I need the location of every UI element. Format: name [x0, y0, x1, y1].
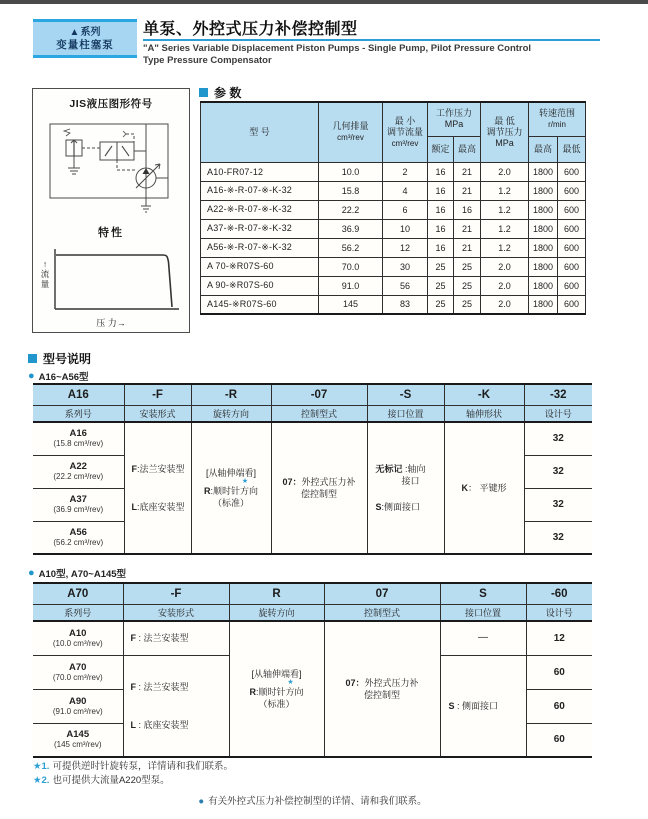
- label-row: [33, 604, 592, 621]
- model-code-section-heading: [28, 350, 91, 367]
- minflow-cell: 30: [383, 257, 428, 276]
- col-max: 最高: [454, 136, 481, 162]
- model-cell: A37-※-R-07-※-K-32: [201, 219, 319, 238]
- design-cell: 12: [526, 621, 592, 655]
- series-cell: A145 (145 cm³/rev): [33, 723, 123, 757]
- model-cell: A10-FR07-12: [201, 162, 319, 181]
- nmax-cell: 1800: [529, 219, 558, 238]
- params-header-row1: [201, 102, 586, 136]
- star-icon: ★: [287, 679, 294, 686]
- max-cell: 16: [454, 200, 481, 219]
- minp-cell: 1.2: [481, 200, 529, 219]
- table-row: [201, 162, 586, 181]
- model-cell: A16-※-R-07-※-K-32: [201, 181, 319, 200]
- label-rotation: 旋转方向: [229, 604, 324, 621]
- series-cell: A10 (10.0 cm³/rev): [33, 621, 123, 655]
- rotation-cell: [从轴伸端看] ★ R:顺时针方向 （标准）: [229, 621, 324, 757]
- series-cell: A70 (70.0 cm³/rev): [33, 655, 123, 689]
- col-speed-min: 最低: [558, 136, 586, 162]
- rated-cell: 16: [428, 219, 454, 238]
- design-cell: 32: [524, 422, 592, 455]
- rated-cell: 25: [428, 276, 454, 295]
- model-table-a16-a56: [33, 383, 592, 555]
- minp-cell: 2.0: [481, 257, 529, 276]
- table-row: [33, 621, 592, 655]
- series-cell: A37 (36.9 cm³/rev): [33, 488, 124, 521]
- nmin-cell: 600: [558, 219, 586, 238]
- minp-cell: 1.2: [481, 181, 529, 200]
- label-design: 设计号: [526, 604, 592, 621]
- table-row: [201, 257, 586, 276]
- page-subtitle: [143, 43, 531, 66]
- mounting-cell: F:法兰安装型 L:底座安装型: [124, 422, 191, 554]
- max-cell: 25: [454, 295, 481, 314]
- characteristic-curve: [39, 243, 183, 329]
- code-rotation: R: [229, 583, 324, 604]
- jis-panel-title: JIS液压图形符号: [69, 98, 153, 110]
- minp-cell: 2.0: [481, 295, 529, 314]
- design-cell: 32: [524, 455, 592, 488]
- table-row: [201, 295, 586, 314]
- minflow-cell: 10: [383, 219, 428, 238]
- mounting-cell: F : 法兰安装型 L : 底座安装型: [123, 655, 229, 757]
- max-cell: 21: [454, 238, 481, 257]
- page-top-edge: [0, 0, 648, 4]
- code-control: 07: [324, 583, 440, 604]
- rated-cell: 25: [428, 295, 454, 314]
- col-model: 型 号: [201, 102, 319, 162]
- rated-cell: 25: [428, 257, 454, 276]
- nmax-cell: 1800: [529, 257, 558, 276]
- code-mounting: -F: [123, 583, 229, 604]
- code-row: [33, 583, 592, 604]
- nmin-cell: 600: [558, 295, 586, 314]
- series-cell: A22 (22.2 cm³/rev): [33, 455, 124, 488]
- table-row: [33, 422, 592, 455]
- characteristic-heading: 特性: [98, 227, 124, 239]
- max-cell: 25: [454, 257, 481, 276]
- code-mounting: -F: [124, 384, 191, 405]
- footnote-2: ★2. 也可提供大流量A220型泵。: [33, 775, 170, 786]
- col-min-flow: 最 小 调节流量 cm³/rev: [383, 102, 428, 162]
- nmax-cell: 1800: [529, 276, 558, 295]
- nmax-cell: 1800: [529, 181, 558, 200]
- code-port: -S: [367, 384, 444, 405]
- control-cell: 07：外控式压力补 偿控制型: [324, 621, 440, 757]
- mounting-cell-a10: F : 法兰安装型: [123, 621, 229, 655]
- rated-cell: 16: [428, 200, 454, 219]
- max-cell: 21: [454, 181, 481, 200]
- model-table-a10-a70-a145: [33, 582, 592, 758]
- minp-cell: 1.2: [481, 219, 529, 238]
- section-square-icon: [199, 88, 208, 97]
- footnote-1: ★1. 可提供逆时针旋转泵，详情请和我们联系。: [33, 761, 233, 772]
- series-cell: A16 (15.8 cm³/rev): [33, 422, 124, 455]
- code-row: [33, 384, 592, 405]
- col-min-adj-pressure: 最 低 调节压力 MPa: [481, 102, 529, 162]
- minflow-cell: 83: [383, 295, 428, 314]
- max-cell: 21: [454, 162, 481, 181]
- bullet-icon: ●: [198, 796, 205, 807]
- table-row: [201, 219, 586, 238]
- port-cell: S : 侧面接口: [440, 655, 526, 757]
- minflow-cell: 2: [383, 162, 428, 181]
- label-series: 系列号: [33, 405, 124, 422]
- star-icon: ★2.: [33, 775, 50, 786]
- code-series: A16: [33, 384, 124, 405]
- design-cell: 60: [526, 655, 592, 689]
- model-cell: A 90-※R07S-60: [201, 276, 319, 295]
- label-mounting: 安装形式: [124, 405, 191, 422]
- code-design: -32: [524, 384, 592, 405]
- curve-plot: [39, 243, 185, 315]
- nmin-cell: 600: [558, 257, 586, 276]
- design-cell: 60: [526, 723, 592, 757]
- max-cell: 25: [454, 276, 481, 295]
- disp-cell: 15.8: [319, 181, 383, 200]
- disp-cell: 22.2: [319, 200, 383, 219]
- control-cell: 07：外控式压力补 偿控制型: [271, 422, 367, 554]
- curve-x-axis-label: 压 力→: [96, 318, 126, 328]
- label-rotation: 旋转方向: [191, 405, 271, 422]
- brand-series-label: ▲系列: [69, 26, 101, 38]
- minflow-cell: 56: [383, 276, 428, 295]
- table-row: [201, 181, 586, 200]
- nmax-cell: 1800: [529, 295, 558, 314]
- code-rotation: -R: [191, 384, 271, 405]
- nmin-cell: 600: [558, 238, 586, 257]
- minflow-cell: 6: [383, 200, 428, 219]
- label-port: 接口位置: [440, 604, 526, 621]
- table1-bullet-label: ● A16~A56型: [28, 370, 89, 383]
- star-icon: ★1.: [33, 761, 50, 772]
- brand-product-label: 变量柱塞泵: [56, 38, 114, 51]
- table-row: [201, 238, 586, 257]
- title-underline: [143, 39, 600, 41]
- footnotes: [33, 760, 233, 788]
- label-design: 设计号: [524, 405, 592, 422]
- nmin-cell: 600: [558, 162, 586, 181]
- label-series: 系列号: [33, 604, 123, 621]
- hydraulic-circuit-diagram: [40, 116, 182, 214]
- brand-triangle-icon: ▲: [69, 26, 80, 38]
- star-icon: ★: [241, 478, 249, 485]
- label-control: 控制型式: [324, 604, 440, 621]
- code-shaft: -K: [444, 384, 524, 405]
- design-cell: 60: [526, 689, 592, 723]
- subtitle-line2: Type Pressure Compensator: [143, 54, 272, 66]
- code-series: A70: [33, 583, 123, 604]
- nmin-cell: 600: [558, 200, 586, 219]
- nmin-cell: 600: [558, 276, 586, 295]
- series-cell: A56 (56.2 cm³/rev): [33, 521, 124, 554]
- nmax-cell: 1800: [529, 200, 558, 219]
- jis-symbol-panel: [32, 88, 190, 333]
- col-rated: 额定: [428, 136, 454, 162]
- series-cell: A90 (91.0 cm³/rev): [33, 689, 123, 723]
- rated-cell: 16: [428, 162, 454, 181]
- port-cell-a10: —: [440, 621, 526, 655]
- col-speed-max: 最高: [529, 136, 558, 162]
- col-speed-range: 转速范围 r/min: [529, 102, 586, 136]
- max-cell: 21: [454, 219, 481, 238]
- subtitle-line1: "A" Series Variable Displacement Piston Pumps - Single Pump, Pilot Pressure Control: [143, 43, 532, 54]
- design-cell: 32: [524, 521, 592, 554]
- label-shaft: 轴伸形状: [444, 405, 524, 422]
- shaft-cell: K： 平键形: [444, 422, 524, 554]
- code-port: S: [440, 583, 526, 604]
- minp-cell: 2.0: [481, 162, 529, 181]
- final-note: ● 有关外控式压力补偿控制型的详情、请和我们联系。: [198, 796, 427, 807]
- page-title: 单泵、外控式压力补偿控制型: [143, 21, 358, 38]
- port-cell: 无标记 :轴向 接口 S:侧面接口: [367, 422, 444, 554]
- parameters-table: [200, 101, 586, 315]
- disp-cell: 56.2: [319, 238, 383, 257]
- minp-cell: 1.2: [481, 238, 529, 257]
- label-row: [33, 405, 592, 422]
- table2-bullet-label: ● A10型, A70~A145型: [28, 567, 127, 580]
- params-section-heading: [199, 84, 241, 101]
- nmin-cell: 600: [558, 181, 586, 200]
- label-port: 接口位置: [367, 405, 444, 422]
- nmax-cell: 1800: [529, 238, 558, 257]
- disp-cell: 91.0: [319, 276, 383, 295]
- col-displacement: 几何排量 cm³/rev: [319, 102, 383, 162]
- minflow-cell: 12: [383, 238, 428, 257]
- model-cell: A 70-※R07S-60: [201, 257, 319, 276]
- disp-cell: 70.0: [319, 257, 383, 276]
- params-heading-label: 参 数: [214, 86, 242, 100]
- table-row: [201, 200, 586, 219]
- bullet-icon: ●: [28, 567, 35, 579]
- rated-cell: 16: [428, 181, 454, 200]
- model-heading-label: 型号说明: [43, 352, 92, 366]
- table-row: [201, 276, 586, 295]
- disp-cell: 10.0: [319, 162, 383, 181]
- minflow-cell: 4: [383, 181, 428, 200]
- design-cell: 32: [524, 488, 592, 521]
- brand-badge: [33, 19, 137, 58]
- disp-cell: 145: [319, 295, 383, 314]
- rotation-cell: [从轴伸端看] ★ R:顺时针方向 （标准）: [191, 422, 271, 554]
- disp-cell: 36.9: [319, 219, 383, 238]
- minp-cell: 2.0: [481, 276, 529, 295]
- label-mounting: 安装形式: [123, 604, 229, 621]
- code-design: -60: [526, 583, 592, 604]
- nmax-cell: 1800: [529, 162, 558, 181]
- model-cell: A22-※-R-07-※-K-32: [201, 200, 319, 219]
- col-working-pressure: 工作压力 MPa: [428, 102, 481, 136]
- model-cell: A56-※-R-07-※-K-32: [201, 238, 319, 257]
- bullet-icon: ●: [28, 370, 35, 382]
- model-cell: A145-※R07S-60: [201, 295, 319, 314]
- label-control: 控制型式: [271, 405, 367, 422]
- rated-cell: 16: [428, 238, 454, 257]
- section-square-icon: [28, 354, 37, 363]
- code-control: -07: [271, 384, 367, 405]
- curve-y-axis-label: ↑ 流量: [40, 259, 50, 289]
